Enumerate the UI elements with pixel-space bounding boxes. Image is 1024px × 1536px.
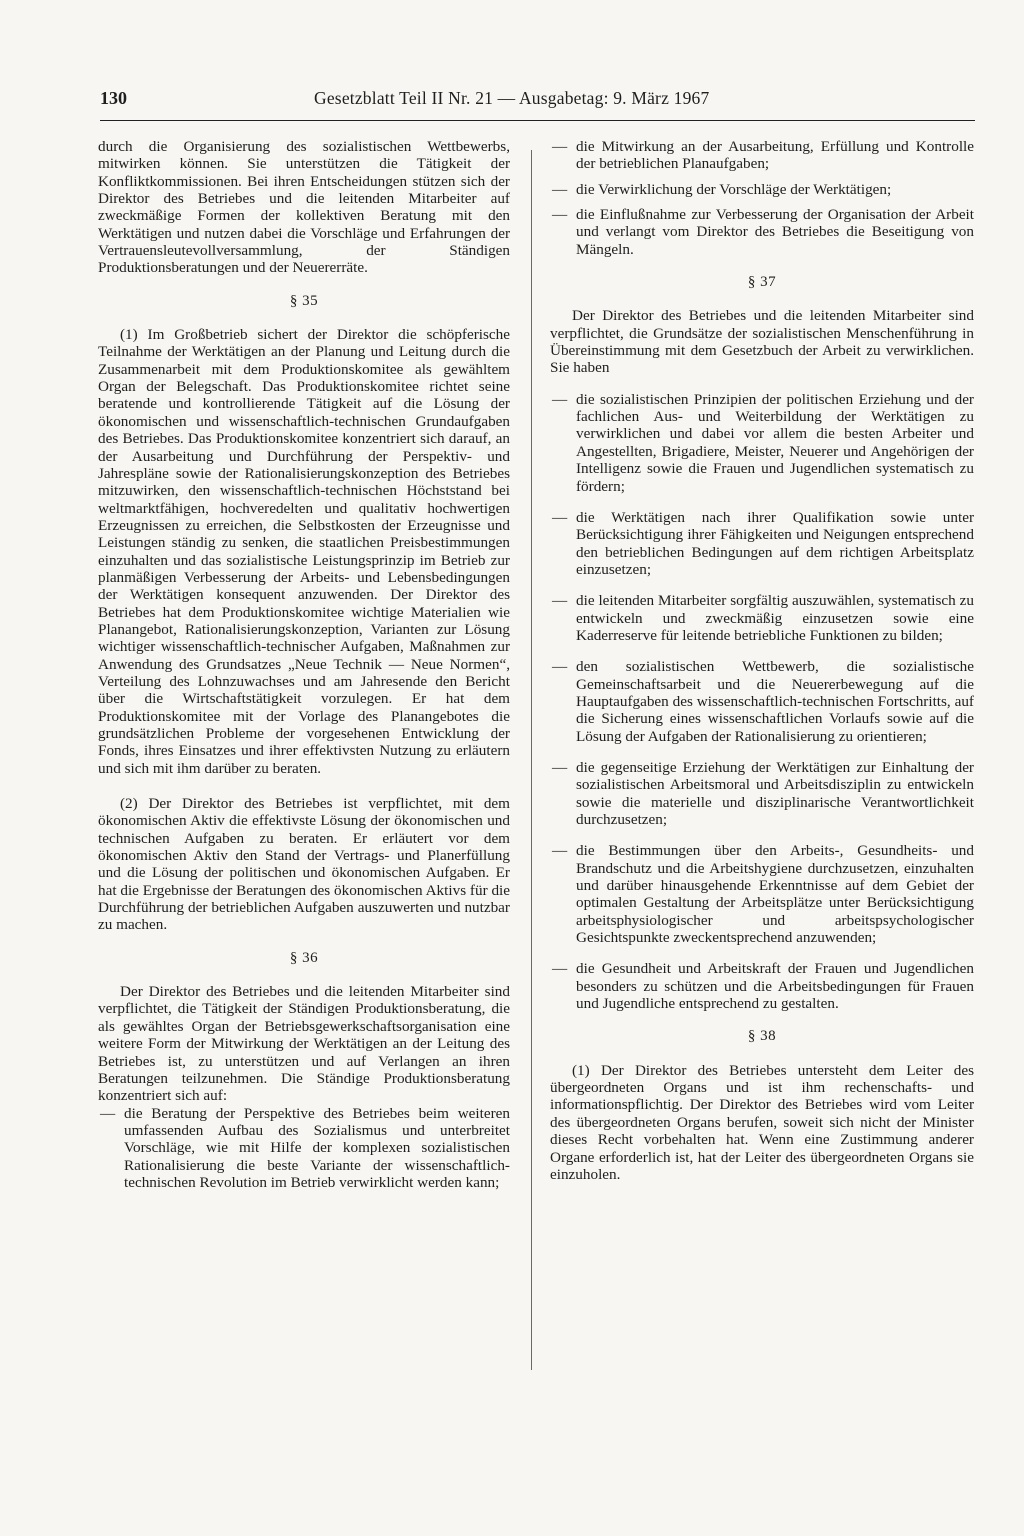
s36-list-left	[98, 1105, 510, 1192]
left-column	[98, 138, 510, 1191]
s36-paragraph-1: Der Direktor des Betriebes und die leitenden Mitarbeiter sind verpflichtet, die Tätigkeit der Ständigen Produktionsberatung, die als gewähltes Organ der Betriebsgewerkschaftsorganisation eine weitere Form der Mitwirkung der Werktätigen an der Leitung des Betriebes ist, zu unterstützen und auf Verlangen an ihren Beratungen teilzunehmen. Die Ständige Produktionsberatung konzentriert sich auf:	[98, 983, 510, 1105]
section-heading-38: § 38	[747, 1028, 777, 1045]
list-item: — die Bestimmungen über den Arbeits-, Gesundheits- und Brandschutz und die Arbeitshygiene durchzusetzen, einzuhalten und darüber hinausgehende Erkenntnisse auf dem Gebiet der optimalen Gestaltung der Arbeitsplätze unter Berücksichtigung arbeitsphysiologischer und arbeitspsychologischer Gesichtspunkte zweckentsprechend anzuwenden;	[550, 842, 974, 946]
s38-paragraph-1: (1) Der Direktor des Betriebes untersteht dem Leiter des übergeordneten Organs und ist ihm rechenschafts- und informationspflichtig. Der Direktor des Betriebes wird vom Leiter des übergeordneten Organs berufen, soweit sich nicht der Minister dieses Recht vorbehalten hat. Wenn eine Zustimmung anderer Organe erforderlich ist, hat der Leiter des übergeordneten Organs sie einzuholen.	[550, 1061, 974, 1183]
list-item: — den sozialistischen Wettbewerb, die sozialistische Gemeinschaftsarbeit und die Neuererbewegung auf die Hauptaufgaben des wissenschaftlich-technischen Fortschritts, auf die Sicherung eines wissenschaftlichen Vorlaufs sowie auf die Lösung der Aufgaben der Rationalisierung zu orientieren;	[550, 658, 974, 745]
list-item: — die Gesundheit und Arbeitskraft der Frauen und Jugendlichen besonders zu schützen und die Arbeitsbedingungen für Frauen und Jugendliche entsprechend zu gestalten.	[550, 960, 974, 1012]
column-divider	[531, 150, 532, 1370]
right-column	[550, 138, 974, 1183]
list-item: — die sozialistischen Prinzipien der politischen Erziehung und der fachlichen Aus- und Weiterbildung der Werktätigen zu verwirklichen und dabei vor allem die besten Arbeiter und Angestellten, Brigadiere, Meister, Neuerer und Angehörigen der Intelligenz sowie die Frauen und Jugendlichen systematisch zu fördern;	[550, 391, 974, 495]
page-header	[100, 80, 975, 121]
list-item: — die Beratung der Perspektive des Betriebes beim weiteren umfassenden Aufbau des Sozialismus und unterbreitet Vorschläge, wie mit Hilfe der komplexen sozialistischen Rationalisierung die beste Variante der wissenschaftlich-technischen Revolution im Betrieb verwirklicht werden kann;	[98, 1105, 510, 1192]
running-head: Gesetzblatt Teil II Nr. 21 — Ausgabetag: 9. März 1967	[314, 88, 710, 108]
list-item: — die leitenden Mitarbeiter sorgfältig auszuwählen, systematisch zu entwickeln und zweckmäßig einzusetzen sowie eine Kaderreserve für leitende betriebliche Funktionen zu bilden;	[550, 592, 974, 644]
list-item: — die Verwirklichung der Vorschläge der Werktätigen;	[550, 181, 974, 198]
list-item: — die Werktätigen nach ihrer Qualifikation sowie unter Berücksichtigung ihrer Fähigkeiten und Neigungen entsprechend den betrieblichen Bedingungen auf dem richtigen Arbeitsplatz einzusetzen;	[550, 509, 974, 578]
s37-paragraph-1: Der Direktor des Betriebes und die leitenden Mitarbeiter sind verpflichtet, die Grundsätze der sozialistischen Menschenführung in Übereinstimmung mit dem Gesetzbuch der Arbeit zu verwirklichen. Sie haben	[550, 307, 974, 377]
page-number: 130	[100, 88, 127, 108]
list-item: — die Mitwirkung an der Ausarbeitung, Erfüllung und Kontrolle der betrieblichen Planaufgaben;	[550, 138, 974, 173]
list-item: — die gegenseitige Erziehung der Werktätigen zur Einhaltung der sozialistischen Arbeitsmoral und Arbeitsdisziplin zu entwickeln sowie die materielle und disziplinarische Verantwortlichkeit durchzusetzen;	[550, 759, 974, 828]
section-heading-37: § 37	[747, 274, 777, 291]
section-heading-35: § 35	[289, 292, 319, 309]
section-heading-36: § 36	[289, 949, 319, 966]
list-item: — die Einflußnahme zur Verbesserung der Organisation der Arbeit und verlangt vom Direktor des Betriebes die Beseitigung von Mängeln.	[550, 206, 974, 258]
s35-paragraph-1: (1) Im Großbetrieb sichert der Direktor die schöpferische Teilnahme der Werktätigen an der Planung und Leitung durch die Zusammenarbeit mit dem Produktionskomitee als gewähltem Organ der Belegschaft. Das Produktionskomitee richtet seine beratende und kontrollierende Tätigkeit auf die Lösung der ökonomischen und wissenschaftlich-technischen Grundaufgaben des Betriebes. Das Produktionskomitee konzentriert sich darauf, an der Ausarbeitung und Durchführung der Perspektiv- und Jahrespläne sowie der Rationalisierungskonzeption des Betriebes mitzuwirken, den wissenschaftlich-technischen Höchststand bei weltmarktfähigen, hochveredelten und qualitativ hochwertigen Erzeugnissen zu erreichen, die Selbstkosten der Erzeugnisse und Leistungen ständig zu senken, die staatlichen Preisbestimmungen einzuhalten und das sozialistische Leistungsprinzip im Betrieb zur planmäßigen Verbesserung der Arbeits- und Lebensbedingungen der Werktätigen konsequent anzuwenden. Der Direktor des Betriebes hat dem Produktionskomitee wichtige Materialien wie Planangebot, Rationalisierungskonzeption, Varianten zur Lösung wichtiger wissenschaftlich-technischer Aufgaben, Maßnahmen zur Anwendung des Grundsatzes „Neue Technik — Neue Normen“, Verteilung des Lohnzuwachses und am Jahresende den Bericht über die Wirtschaftstätigkeit vorzulegen. Er hat dem Produktionskomitee mit der Vorlage des Planangebotes die grundsätzlichen Probleme der vorgesehenen Entwicklung der Fonds, ihres Einsatzes und ihrer effektivsten Nutzung zu erläutern und sich mit ihm darüber zu beraten.	[98, 326, 510, 777]
s37-list	[550, 391, 974, 1013]
s36-list-right	[550, 138, 974, 258]
intro-paragraph: durch die Organisierung des sozialistischen Wettbewerbs, mitwirken können. Sie unterstützen die Tätigkeit der Konfliktkommissionen. Bei ihren Entscheidungen stützen sich der Direktor des Betriebes und die leitenden Mitarbeiter auf zweckmäßige Formen der kollektiven Beratung mit den Werktätigen und nutzen dabei die Vorschläge und Erfahrungen der Vertrauensleutevollversammlung, der Ständigen Produktionsberatungen und der Neuererräte.	[98, 138, 510, 277]
s35-paragraph-2: (2) Der Direktor des Betriebes ist verpflichtet, mit dem ökonomischen Aktiv die effektivste Lösung der ökonomischen und technischen Aufgaben zu beraten. Er erläutert vor dem ökonomischen Aktiv den Stand der Vertrags- und Planerfüllung und die Lösung der politischen und ökonomischen Aufgaben. Er hat die Ergebnisse der Beratungen des ökonomischen Aktivs für die Durchführung der betrieblichen Aufgaben auszuwerten und nutzbar zu machen.	[98, 795, 510, 934]
